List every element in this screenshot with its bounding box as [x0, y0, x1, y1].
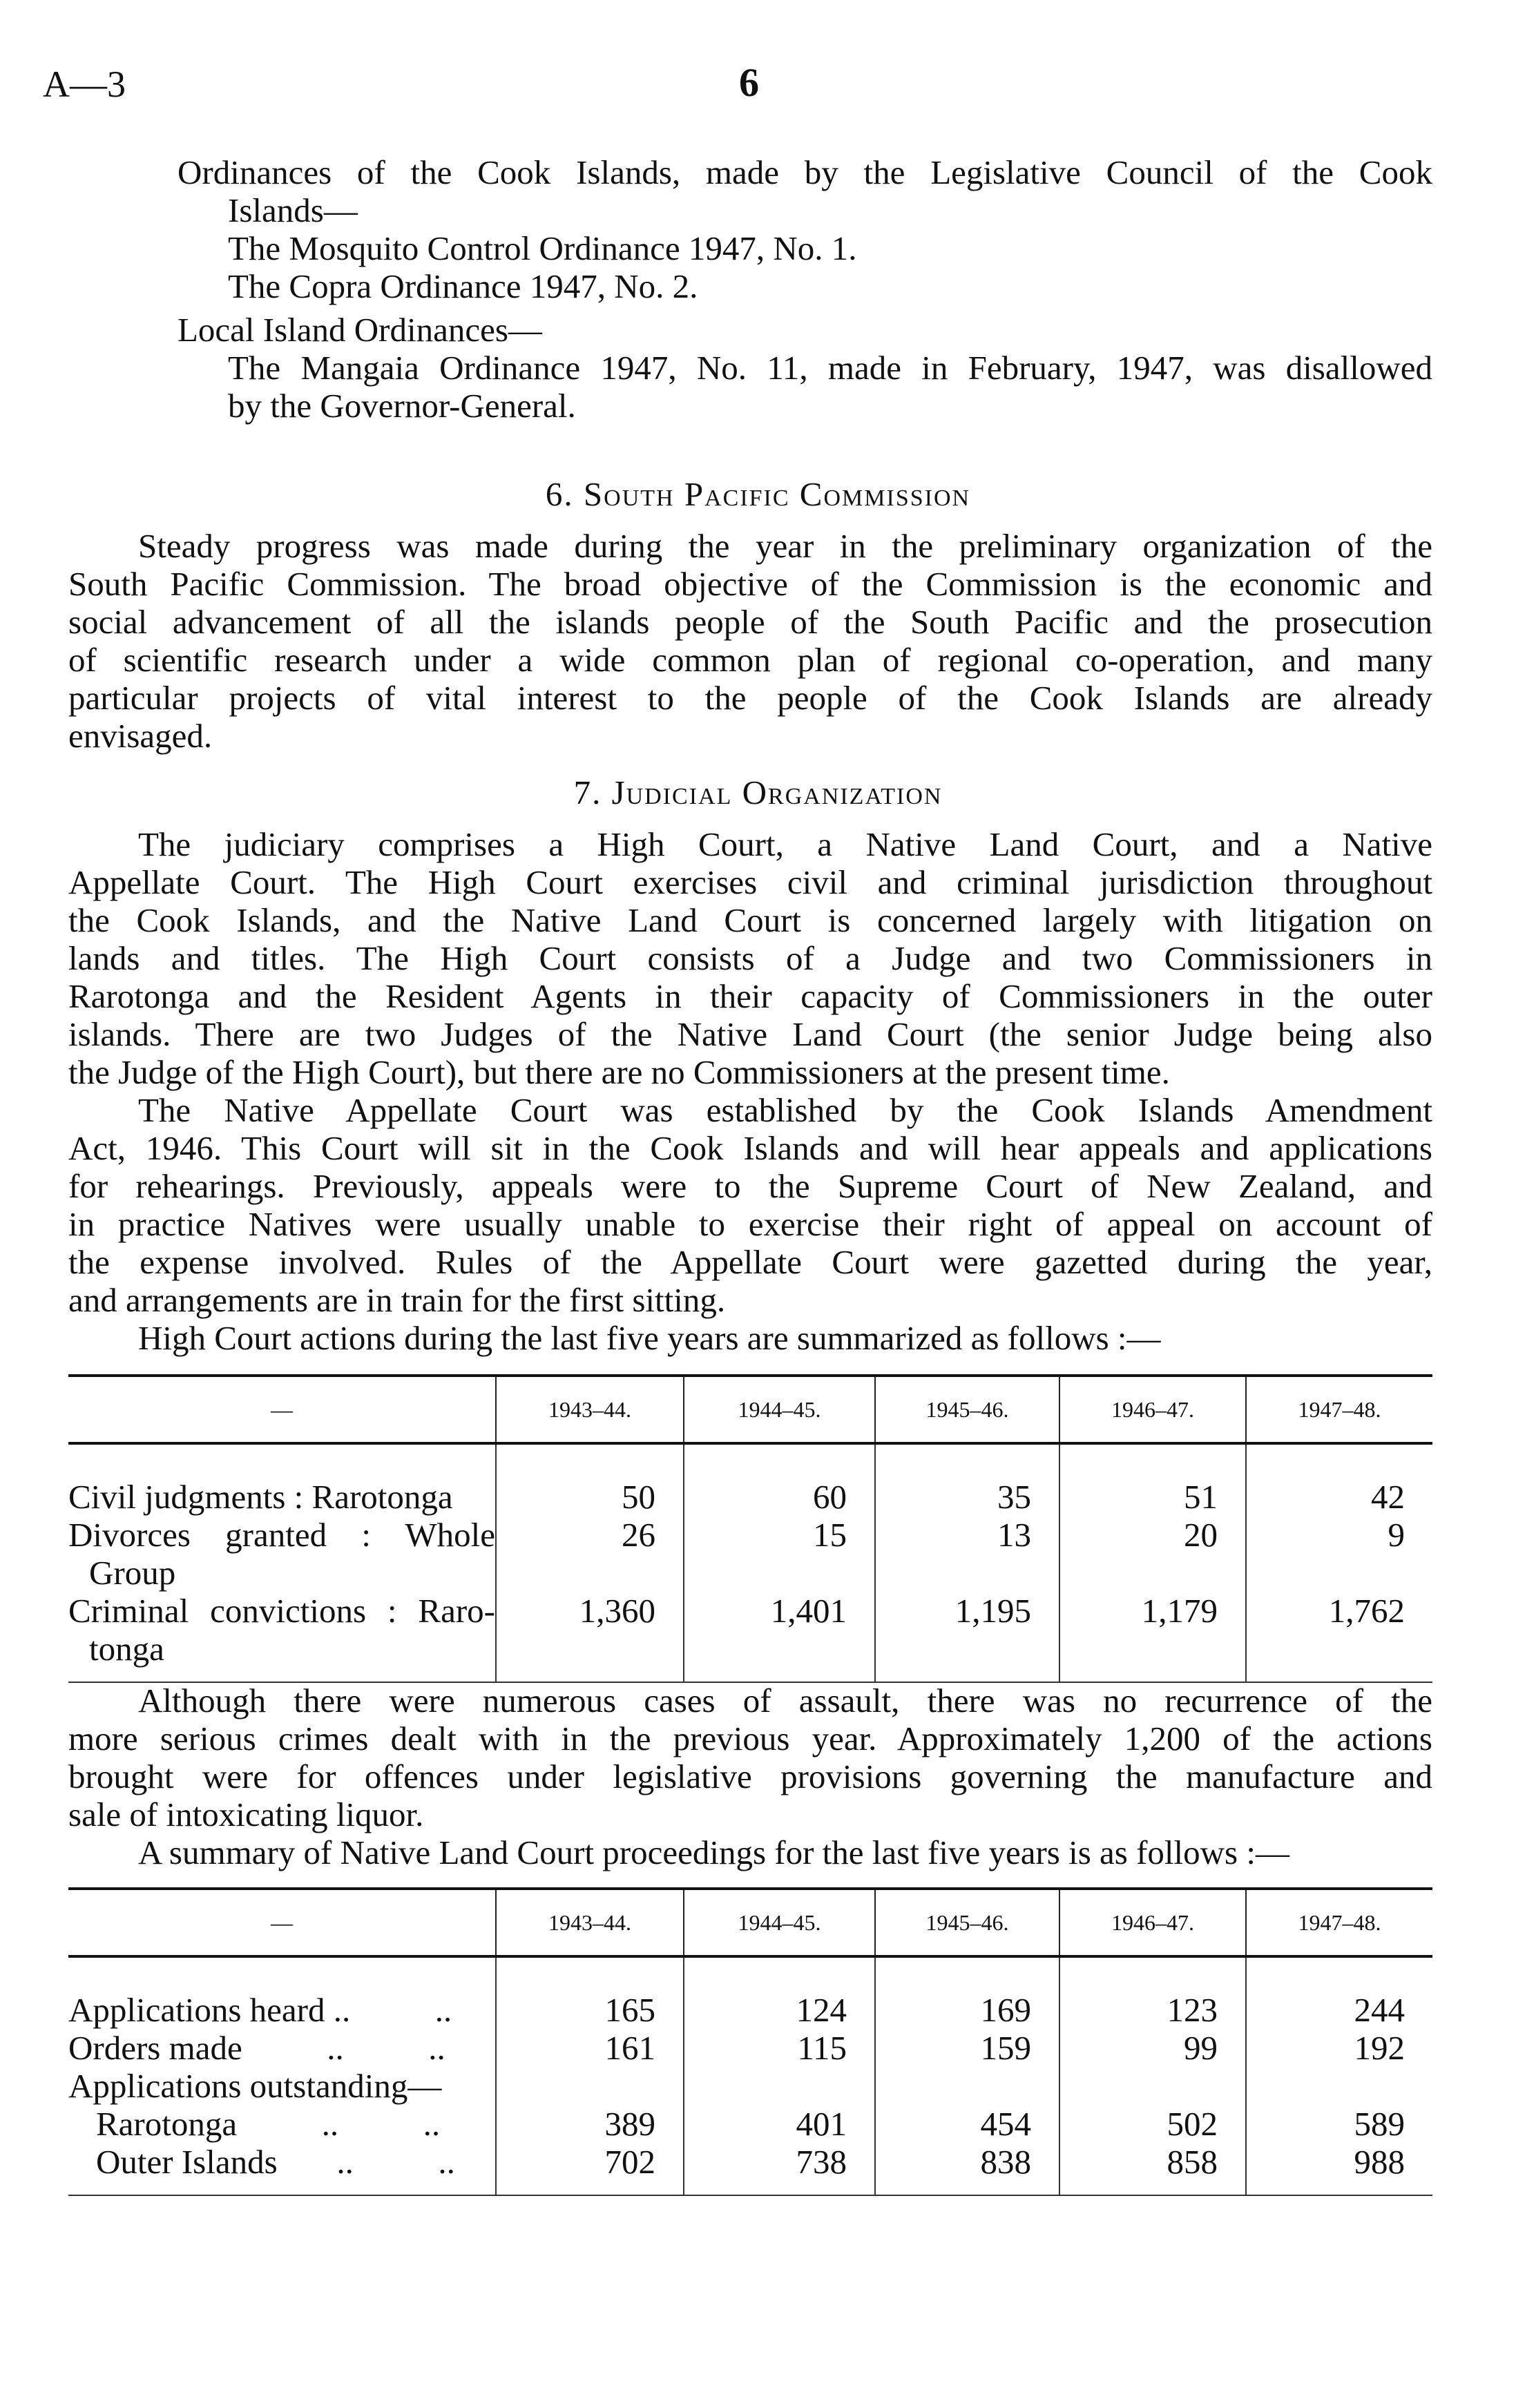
cell-value: 35 — [875, 1478, 1059, 1516]
cell — [684, 2181, 875, 2195]
document-reference: A—3 — [43, 64, 126, 105]
spacer-row — [68, 1956, 1432, 1991]
text-line: the expense involved. Rules of the Appellate Court were gazetted during the year, — [68, 1243, 1432, 1281]
cell — [68, 1668, 496, 1682]
row-label-line: Divorces granted : Whole — [68, 1516, 495, 1554]
cell — [684, 1956, 875, 1991]
spacer-row — [68, 1443, 1432, 1478]
crime-paragraph — [68, 1682, 1432, 1833]
cell-value: 26 — [496, 1516, 684, 1592]
cell-value: 9 — [1246, 1516, 1432, 1592]
table-row — [68, 2143, 1432, 2181]
cell-value: 124 — [684, 1991, 875, 2029]
header-blank: — — [271, 1909, 293, 1935]
cell — [1059, 1443, 1246, 1478]
text-line: Ordinances of the Cook Islands, made by the Legislative Council of the Cook — [177, 153, 1432, 191]
text-line: Islands— — [228, 191, 358, 229]
ordinance-item: The Copra Ordinance 1947, No. 2. — [228, 267, 698, 305]
section-6-heading: 6. South Pacific Commission — [545, 475, 971, 513]
text-line: South Pacific Commission. The broad objective of the Commission is the economic and — [68, 565, 1432, 603]
row-label — [68, 1991, 496, 2029]
row-label-line: Criminal convictions : Raro- — [68, 1592, 495, 1630]
page-number: 6 — [739, 60, 759, 105]
table-row — [68, 1478, 1432, 1516]
section-7-paragraph-1 — [68, 825, 1432, 1091]
cell-value: 389 — [496, 2105, 684, 2143]
cell — [684, 1668, 875, 1682]
text-line: in practice Natives were usually unable to exercise their right of appeal on account of — [68, 1205, 1432, 1243]
section-7-paragraph-2 — [68, 1091, 1432, 1319]
cell-value: 50 — [496, 1478, 684, 1516]
spacer-row — [68, 2181, 1432, 2195]
column-header-year: 1943–44. — [496, 1376, 684, 1443]
cell — [68, 2181, 496, 2195]
text-line: sale of intoxicating liquor. — [68, 1795, 424, 1833]
row-label-line: Rarotonga .. .. — [96, 2105, 441, 2143]
cell-value: 159 — [875, 2029, 1059, 2067]
text-line: lands and titles. The High Court consists of a Judge and two Commissioners in — [68, 939, 1432, 977]
text-line: Local Island Ordinances— — [177, 311, 542, 349]
cell-value — [1059, 2067, 1246, 2105]
text-line: of scientific research under a wide common plan of regional co-operation, and many — [68, 641, 1432, 679]
text-line: envisaged. — [68, 717, 213, 755]
row-label — [68, 1592, 496, 1668]
cell-value: 42 — [1246, 1478, 1432, 1516]
row-label-line: Civil judgments : Rarotonga — [68, 1478, 453, 1516]
ordinance-item: The Mosquito Control Ordinance 1947, No. 1. — [228, 229, 857, 267]
cell-value: 738 — [684, 2143, 875, 2181]
column-header-year: 1945–46. — [875, 1889, 1059, 1956]
cell-value — [684, 2067, 875, 2105]
cell-value: 165 — [496, 1991, 684, 2029]
table-row — [68, 2067, 1432, 2105]
text-line: Rarotonga and the Resident Agents in their capacity of Commissioners in the outer — [68, 977, 1432, 1015]
text-line: more serious crimes dealt with in the previous year. Approximately 1,200 of the actions — [68, 1720, 1432, 1757]
cell-value: 502 — [1059, 2105, 1246, 2143]
table-row — [68, 1991, 1432, 2029]
table-row — [68, 1516, 1432, 1592]
cell-value: 454 — [875, 2105, 1059, 2143]
cell — [875, 1668, 1059, 1682]
table-row — [68, 1592, 1432, 1668]
cell — [68, 1443, 496, 1478]
cell — [1246, 2181, 1432, 2195]
row-label-line: Applications outstanding— — [68, 2067, 442, 2105]
text-line: brought were for offences under legislative provisions governing the manufacture and — [68, 1757, 1432, 1795]
cell — [1059, 2181, 1246, 2195]
cell-value: 161 — [496, 2029, 684, 2067]
table-2-intro: A summary of Native Land Court proceedings for the last five years is as follows :— — [138, 1833, 1289, 1871]
cell-value: 192 — [1246, 2029, 1432, 2067]
text-line: Act, 1946. This Court will sit in the Cook Islands and will hear appeals and applications — [68, 1129, 1432, 1167]
text-line: The judiciary comprises a High Court, a Native Land Court, and a Native — [138, 825, 1432, 863]
cell-value: 838 — [875, 2143, 1059, 2181]
cell-value: 858 — [1059, 2143, 1246, 2181]
row-label-line: tonga — [89, 1630, 164, 1668]
cell-value: 1,401 — [684, 1592, 875, 1668]
cell — [875, 1956, 1059, 1991]
cell — [875, 1443, 1059, 1478]
cell — [875, 2181, 1059, 2195]
cell-value: 1,762 — [1246, 1592, 1432, 1668]
ordinance-item: The Mangaia Ordinance 1947, No. 11, made in February, 1947, was disallowed — [228, 349, 1432, 387]
header-blank: — — [271, 1396, 293, 1422]
column-header-year: 1947–48. — [1246, 1376, 1432, 1443]
column-header-year: 1943–44. — [496, 1889, 684, 1956]
row-label — [68, 1478, 496, 1516]
row-label-line: Group — [89, 1554, 176, 1592]
row-label — [68, 2029, 496, 2067]
text-line: islands. There are two Judges of the Native Land Court (the senior Judge being also — [68, 1015, 1432, 1053]
cell — [1059, 1668, 1246, 1682]
native-land-court-table — [68, 1887, 1432, 2196]
cell — [68, 1956, 496, 1991]
cell — [496, 1668, 684, 1682]
table-row — [68, 2105, 1432, 2143]
column-header-year: 1946–47. — [1059, 1376, 1246, 1443]
row-label — [68, 2105, 496, 2143]
text-line: Steady progress was made during the year in the preliminary organization of the — [138, 527, 1432, 565]
column-header-year: 1944–45. — [684, 1889, 875, 1956]
cell-value: 99 — [1059, 2029, 1246, 2067]
row-label-line: Orders made .. .. — [68, 2029, 445, 2067]
row-label-line: Outer Islands .. .. — [96, 2143, 455, 2181]
text-line: social advancement of all the islands people of the South Pacific and the prosecution — [68, 603, 1432, 641]
cell-value: 13 — [875, 1516, 1059, 1592]
section-6-paragraph — [68, 527, 1432, 755]
cell — [1246, 1956, 1432, 1991]
text-line: Appellate Court. The High Court exercises civil and criminal jurisdiction throughout — [68, 863, 1432, 901]
ordinances-list — [177, 153, 1432, 425]
cell-value: 1,360 — [496, 1592, 684, 1668]
row-label — [68, 1516, 496, 1592]
cell — [496, 1443, 684, 1478]
cell-value: 702 — [496, 2143, 684, 2181]
table-1-intro: High Court actions during the last five years are summarized as follows :— — [138, 1319, 1161, 1357]
column-header-year: 1947–48. — [1246, 1889, 1432, 1956]
column-header-year: 1945–46. — [875, 1376, 1059, 1443]
text-line: the Cook Islands, and the Native Land Court is concerned largely with litigation on — [68, 901, 1432, 939]
text-line: particular projects of vital interest to the people of the Cook Islands are already — [68, 679, 1432, 717]
cell — [1246, 1668, 1432, 1682]
cell-value: 1,195 — [875, 1592, 1059, 1668]
column-header-year: 1946–47. — [1059, 1889, 1246, 1956]
cell-value: 1,179 — [1059, 1592, 1246, 1668]
cell — [1059, 1956, 1246, 1991]
text-line: Although there were numerous cases of assault, there was no recurrence of the — [138, 1682, 1432, 1720]
row-label — [68, 2067, 496, 2105]
cell — [684, 1443, 875, 1478]
text-line: the Judge of the High Court), but there are no Commissioners at the present time. — [68, 1053, 1170, 1091]
cell — [496, 2181, 684, 2195]
text-line: and arrangements are in train for the first sitting. — [68, 1281, 726, 1319]
table-row — [68, 2029, 1432, 2067]
high-court-actions-table — [68, 1374, 1432, 1683]
cell-value: 169 — [875, 1991, 1059, 2029]
cell — [496, 1956, 684, 1991]
table-header-row — [68, 1376, 1432, 1443]
column-header-year: 1944–45. — [684, 1376, 875, 1443]
cell-value: 15 — [684, 1516, 875, 1592]
table-header-row — [68, 1889, 1432, 1956]
section-7-heading: 7. Judicial Organization — [573, 773, 943, 811]
cell-value: 401 — [684, 2105, 875, 2143]
row-label-line: Applications heard .. .. — [68, 1991, 452, 2029]
cell-value: 51 — [1059, 1478, 1246, 1516]
ordinance-item: by the Governor-General. — [228, 387, 576, 425]
cell — [1246, 1443, 1432, 1478]
cell-value: 60 — [684, 1478, 875, 1516]
cell-value: 589 — [1246, 2105, 1432, 2143]
cell-value: 123 — [1059, 1991, 1246, 2029]
row-label — [68, 2143, 496, 2181]
spacer-row — [68, 1668, 1432, 1682]
cell-value: 244 — [1246, 1991, 1432, 2029]
cell-value: 988 — [1246, 2143, 1432, 2181]
cell-value — [875, 2067, 1059, 2105]
cell-value — [496, 2067, 684, 2105]
text-line: for rehearings. Previously, appeals were to the Supreme Court of New Zealand, and — [68, 1167, 1432, 1205]
cell-value — [1246, 2067, 1432, 2105]
cell-value: 115 — [684, 2029, 875, 2067]
cell-value: 20 — [1059, 1516, 1246, 1592]
text-line: The Native Appellate Court was established by the Cook Islands Amendment — [138, 1091, 1432, 1129]
